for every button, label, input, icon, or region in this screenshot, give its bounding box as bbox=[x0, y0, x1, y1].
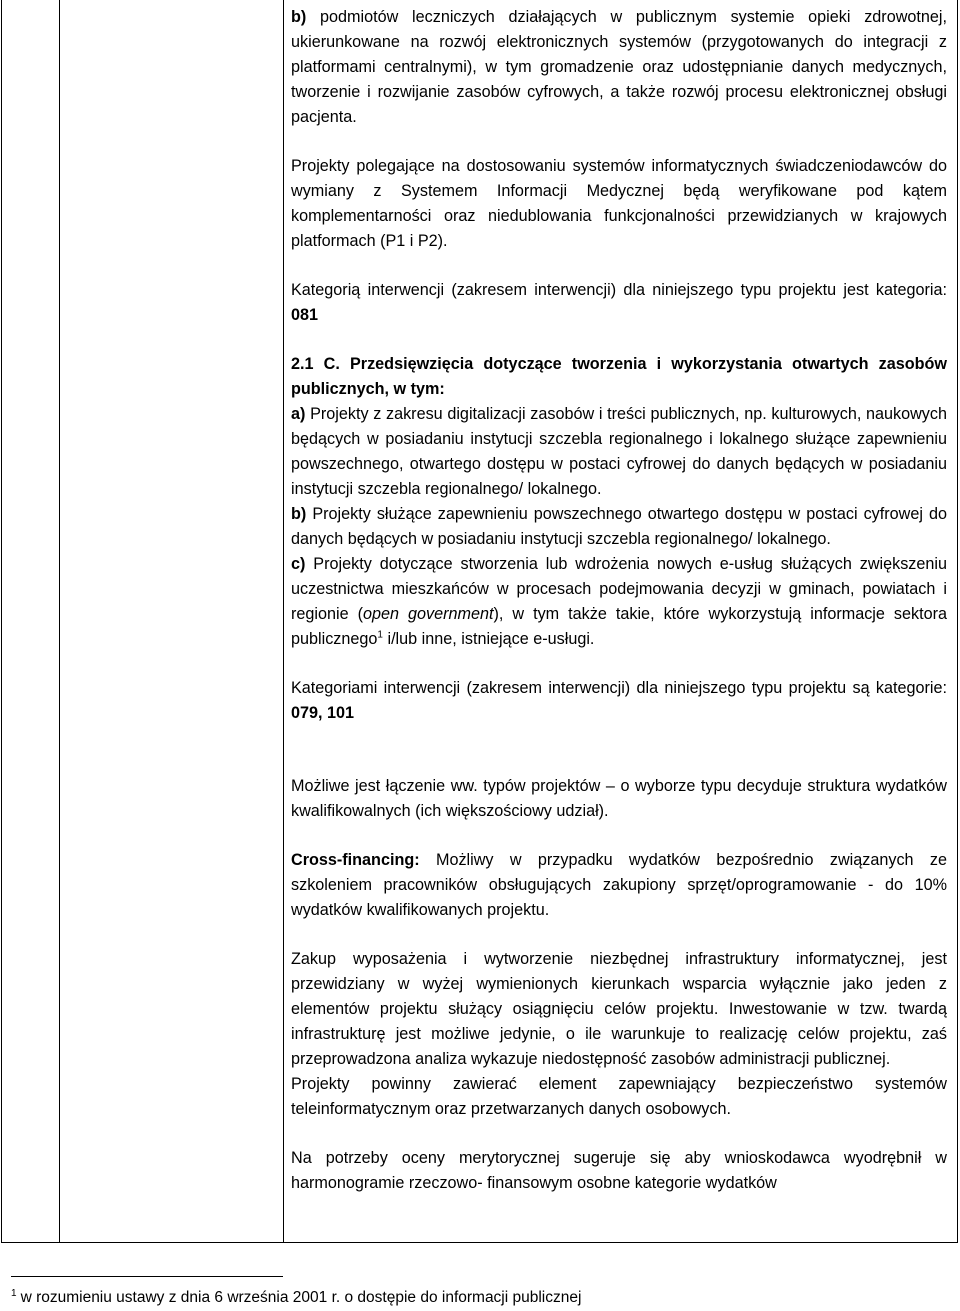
list-item-b: b) Projekty służące zapewnieniu powszechnego otwartego dostępu w postaci cyfrowej do danych będących w posiadaniu instytucji szczebla regionalnego/ lokalnego. bbox=[291, 505, 947, 548]
paragraph-text: podmiotów leczniczych działających w publicznym systemie opieki zdrowotnej, ukierunkowane na rozwój elektronicznych systemów (przygotowanych do integracji z platformami centralnymi), w tym gromadzenie oraz udostępnianie danych medycznych, tworzenie i rozwijanie zasobów cyfrowych, a także rozwój procesu elektronicznej obsługi pacjenta. bbox=[291, 8, 947, 126]
category-code: 079, 101 bbox=[291, 704, 355, 722]
list-item-a: a) Projekty z zakresu digitalizacji zasobów i treści publicznych, np. kulturowych, naukowych będących w posiadaniu instytucji szczebla regionalnego i lokalnego służące zapewnieniu powszechnego, otwartego dostępu w postaci cyfrowej do danych będących w posiadaniu instytucji szczebla regionalnego/ lokalnego. bbox=[291, 405, 947, 498]
list-item-c: c) Projekty dotyczące stworzenia lub wdrożenia nowych e-usług służących zwiększeniu uczestnictwa mieszkańców w procesach podejmowania decyzji w gminach, powiatach i regionie (open government), w tym także takie, które wykorzystują informacje sektora publicznego$^1$ i/lub inne, istniejące e-usługi. bbox=[291, 555, 947, 648]
footnote-separator bbox=[11, 1276, 283, 1277]
category-code: 081 bbox=[291, 306, 319, 324]
paragraph-b bbox=[291, 5, 947, 130]
footnote-number: 1 bbox=[11, 1288, 17, 1299]
paragraph-category-081: Kategorią interwencji (zakresem interwencji) dla niniejszego typu projektu jest kategoria: 081 bbox=[291, 281, 947, 324]
footnote-text: w rozumieniu ustawy z dnia 6 września 2001 r. o dostępie do informacji publicznej bbox=[20, 1289, 582, 1307]
paragraph-cross-financing: Cross-financing: Możliwy w przypadku wydatków bezpośrednio związanych ze szkoleniem pracowników obsługujących zakupiony sprzęt/oprogramowanie - do 10% wydatków kwalifikowanych projektu. bbox=[291, 851, 947, 919]
paragraph-category-079: Kategoriami interwencji (zakresem interwencji) dla niniejszego typu projektu są kategorie: 079, 101 bbox=[291, 679, 947, 722]
paragraph-equipment: Zakup wyposażenia i wytworzenie niezbędnej infrastruktury informatycznej, jest przewidziany w wyżej wymienionych kierunkach wsparcia wyłącznie jako jeden z elementów projektu służący osiągnięciu celów projektu. Inwestowanie w tzw. twardą infrastrukturę jest możliwe jedynie, o ile warunkuje to realizację celów projektu, zaś przeprowadzona analiza wykazuje niedostępność zasobów administracji publicznej. bbox=[291, 950, 947, 1068]
table-column-2 bbox=[60, 0, 284, 1242]
paragraph-merit: Na potrzeby oceny merytorycznej sugeruje się aby wnioskodawca wyodrębnił w harmonogramie rzeczowo- finansowym osobne kategorie wydatków bbox=[291, 1149, 947, 1192]
list-label: b) bbox=[291, 8, 307, 26]
paragraph-security: Projekty powinny zawierać element zapewniający bezpieczeństwo systemów teleinformatycznym oraz przetwarzanych danych osobowych. bbox=[291, 1075, 947, 1118]
footnote-reference: 1 bbox=[377, 629, 383, 641]
paragraph-combining: Możliwe jest łączenie ww. typów projektów – o wyborze typu decyduje struktura wydatków kwalifikowalnych (ich większościowy udział). bbox=[291, 777, 947, 820]
section-heading: 2.1 C. Przedsięwzięcia dotyczące tworzenia i wykorzystania otwartych zasobów publicznych, w tym: bbox=[291, 355, 947, 398]
table-column-1 bbox=[2, 0, 60, 1242]
footnote bbox=[11, 1284, 581, 1308]
document-content bbox=[291, 5, 947, 1196]
paragraph-projects-health: Projekty polegające na dostosowaniu systemów informatycznych świadczeniodawców do wymiany z Systemem Informacji Medycznej będą weryfikowane pod kątem komplementarności oraz niedublowania funkcjonalności przewidzianych w krajowych platformach (P1 i P2). bbox=[291, 157, 947, 250]
